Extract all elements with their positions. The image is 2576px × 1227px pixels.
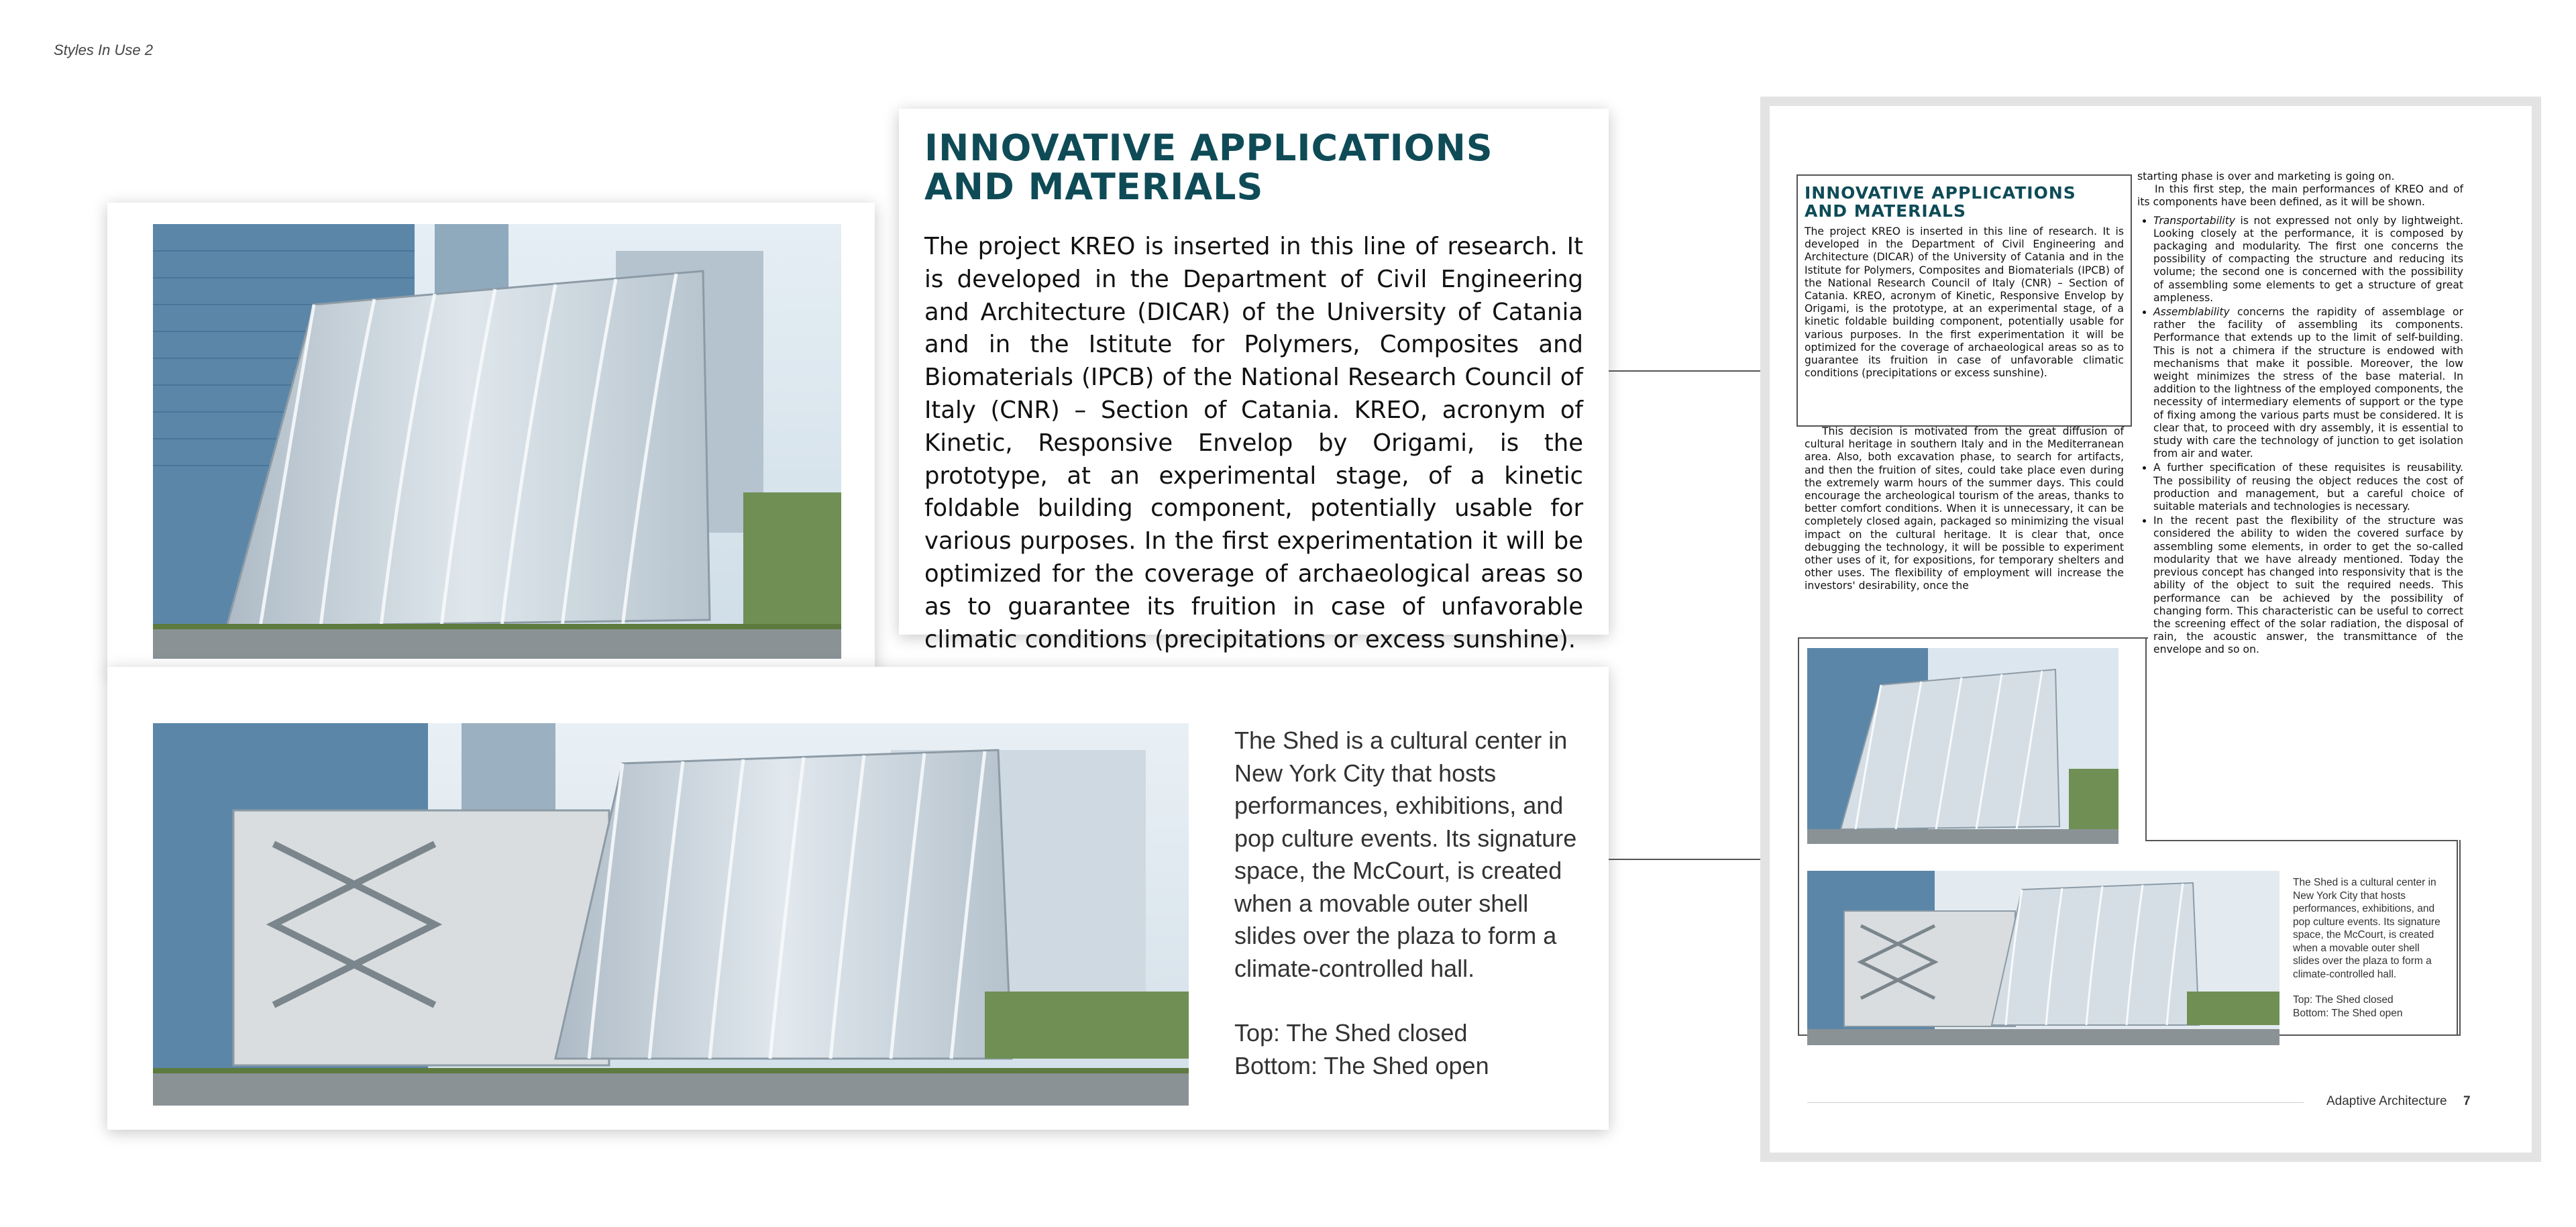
bullet-text: In the recent past the flexibility of the structure was considered the ability to widen the covered surface by assembling some elements, in order to get the so-called modularity that we have already mentioned. Today the previous concept has changed into responsivity that is the ability of the object to suit the required needs. This performance can be achieved by the possibility of changing form. This characteristic can be useful to correct the screening effect of the solar radiation, the disposal of rain, the acoustic answer, the transmittance of the envelope and so on. [2153, 515, 2463, 656]
list-item [2153, 462, 2463, 513]
bullet-term: Transportability [2153, 214, 2236, 227]
intro-paragraph: The project KREO is inserted in this line of research. It is developed in the Department of Civil Engineering and Architecture (DICAR) of the University of Catania and in the Istitute for Polymers, Composites and Biomaterials (IPCB) of the National Research Council of Italy (CNR) – Section of Catania. KREO, acronym of Kinetic, Responsive Envelop by Origami, is the prototype, at an experimental stage, of a kinetic foldable building component, potentially usable for various purposes. In the first experimentation it will be optimized for the coverage of archaeological areas so as to guarantee its fruition in case of unfavorable climatic conditions (precipitations or excess sunshine). [924, 233, 1583, 653]
caption-credit-bottom: Bottom: The Shed open [1234, 1051, 1489, 1079]
mini-caption-credit-bottom: Bottom: The Shed open [2293, 1007, 2403, 1019]
col2-intro: starting phase is over and marketing is going on. [2137, 170, 2395, 182]
heading-line-1: INNOVATIVE APPLICATIONS [924, 127, 1493, 169]
mini-heading [1805, 184, 2127, 220]
mini-caption-credit-top: Top: The Shed closed [2293, 994, 2394, 1006]
bullet-text: concerns the rapidity of assemblage or rather the facility of assembling its components. Performance that extends up to the limit of self-building. This is not a chimera if the structure is endowed with mechanisms that make it possible. Moreover, the low weight minimizes the stress of the base material. In addition to the lightness of the employed components, the necessity of intermediary elements of support or the type of fixing among the various parts must be considered. It is clear that, to proceed with dry assembly, it is essential to study with care the technology of junction to get isolation from air and water. [2153, 306, 2463, 460]
caption-credit [1234, 1017, 1583, 1082]
page-preview [1760, 97, 2541, 1162]
document-label: Styles In Use 2 [54, 42, 153, 58]
image-caption [1234, 725, 1583, 1082]
caption-credit-top: Top: The Shed closed [1234, 1019, 1468, 1047]
page-number: 7 [2463, 1094, 2471, 1108]
highlight-box-outline-5 [2457, 840, 2458, 1034]
section-heading [924, 129, 1595, 207]
mini-shed-closed-image [1807, 648, 2118, 844]
col1-continuation: This decision is motivated from the great diffusion of cultural heritage in southern Italy and in the Mediterranean area. Also, both excavation phase, to search for artifacts, and then the fruition of sites, could take place even during the extremely warm hours of the summer days. This could encourage the archeological tourism of the areas, thanks to better comfort conditions. When it is unnecessary, it can be completely closed again, packaged so minimizing the visual impact on the cultural heritage. It is clear that, once debugging the technology, it will be possible to experiment other uses of it, for expositions, for temporary shelters and other uses. The flexibility of employment will increase the investors' desirability, once the [1805, 425, 2124, 592]
highlight-box-outline-3 [2145, 840, 2458, 841]
bullet-text: is not expressed not only by lightweight. Looking closely at the performance, it is composed by packaging and modularity. The first one concerns the possibility of compacting the structure and reducing its volume; the second one is concerned with the possibility of assembling some elements to get a structure of great ampleness. [2153, 214, 2463, 304]
column-two [2137, 170, 2463, 658]
footer-rule [1807, 1102, 2304, 1103]
mini-heading-line-2: AND MATERIALS [1805, 201, 1966, 221]
mini-caption [2293, 876, 2447, 1020]
col2-para: In this first step, the main performances of KREO and of its components have been defined, as it will be shown. [2137, 183, 2463, 209]
top-image-card [107, 203, 875, 672]
highlight-box-outline-4 [2145, 637, 2147, 841]
requirements-list [2137, 215, 2463, 657]
mini-shed-open-image [1807, 871, 2279, 1045]
mini-intro: The project KREO is inserted in this line of research. It is developed in the Department of Civil Engineering and Architecture (DICAR) of the University of Catania and in the Istitute for Polymers, Composites and Biomaterials (IPCB) of the National Research Council of Italy (CNR) – Section of Catania. KREO, acronym of Kinetic, Responsive Envelop by Origami, is the prototype, at an experimental stage, of a kinetic foldable building component, potentially usable for various purposes. In the first experimentation it will be optimized for the coverage of archaeological areas so as to guarantee its fruition in case of unfavorable climatic conditions (precipitations or excess sunshine). [1805, 225, 2124, 380]
shed-closed-image [153, 224, 841, 659]
mini-caption-credit [2293, 994, 2447, 1020]
list-item [2153, 515, 2463, 656]
footer-title: Adaptive Architecture [2326, 1094, 2447, 1108]
shed-open-image [153, 723, 1189, 1106]
list-item [2153, 215, 2463, 305]
list-item [2153, 306, 2463, 460]
heading-line-2: AND MATERIALS [924, 166, 1264, 209]
mini-caption-text: The Shed is a cultural center in New York City that hosts performances, exhibitions, and pop culture events. Its signature space, the McCourt, is created when a movable outer shell slides over the plaza to form a climate-controlled hall. [2293, 877, 2440, 980]
mini-heading-line-1: INNOVATIVE APPLICATIONS [1805, 183, 2076, 203]
bullet-text: A further specification of these requisites is reusability. The possibility of reusing the object reduces the cost of production and management, but a careful choice of suitable materials and technologies is necessary. [2153, 462, 2463, 513]
bullet-term: Assemblability [2153, 306, 2230, 319]
caption-text: The Shed is a cultural center in New York City that hosts performances, exhibitions, and pop culture events. Its signature space, the McCourt, is created when a movable outer shell slides over the plaza to form a climate-controlled hall. [1234, 727, 1577, 982]
